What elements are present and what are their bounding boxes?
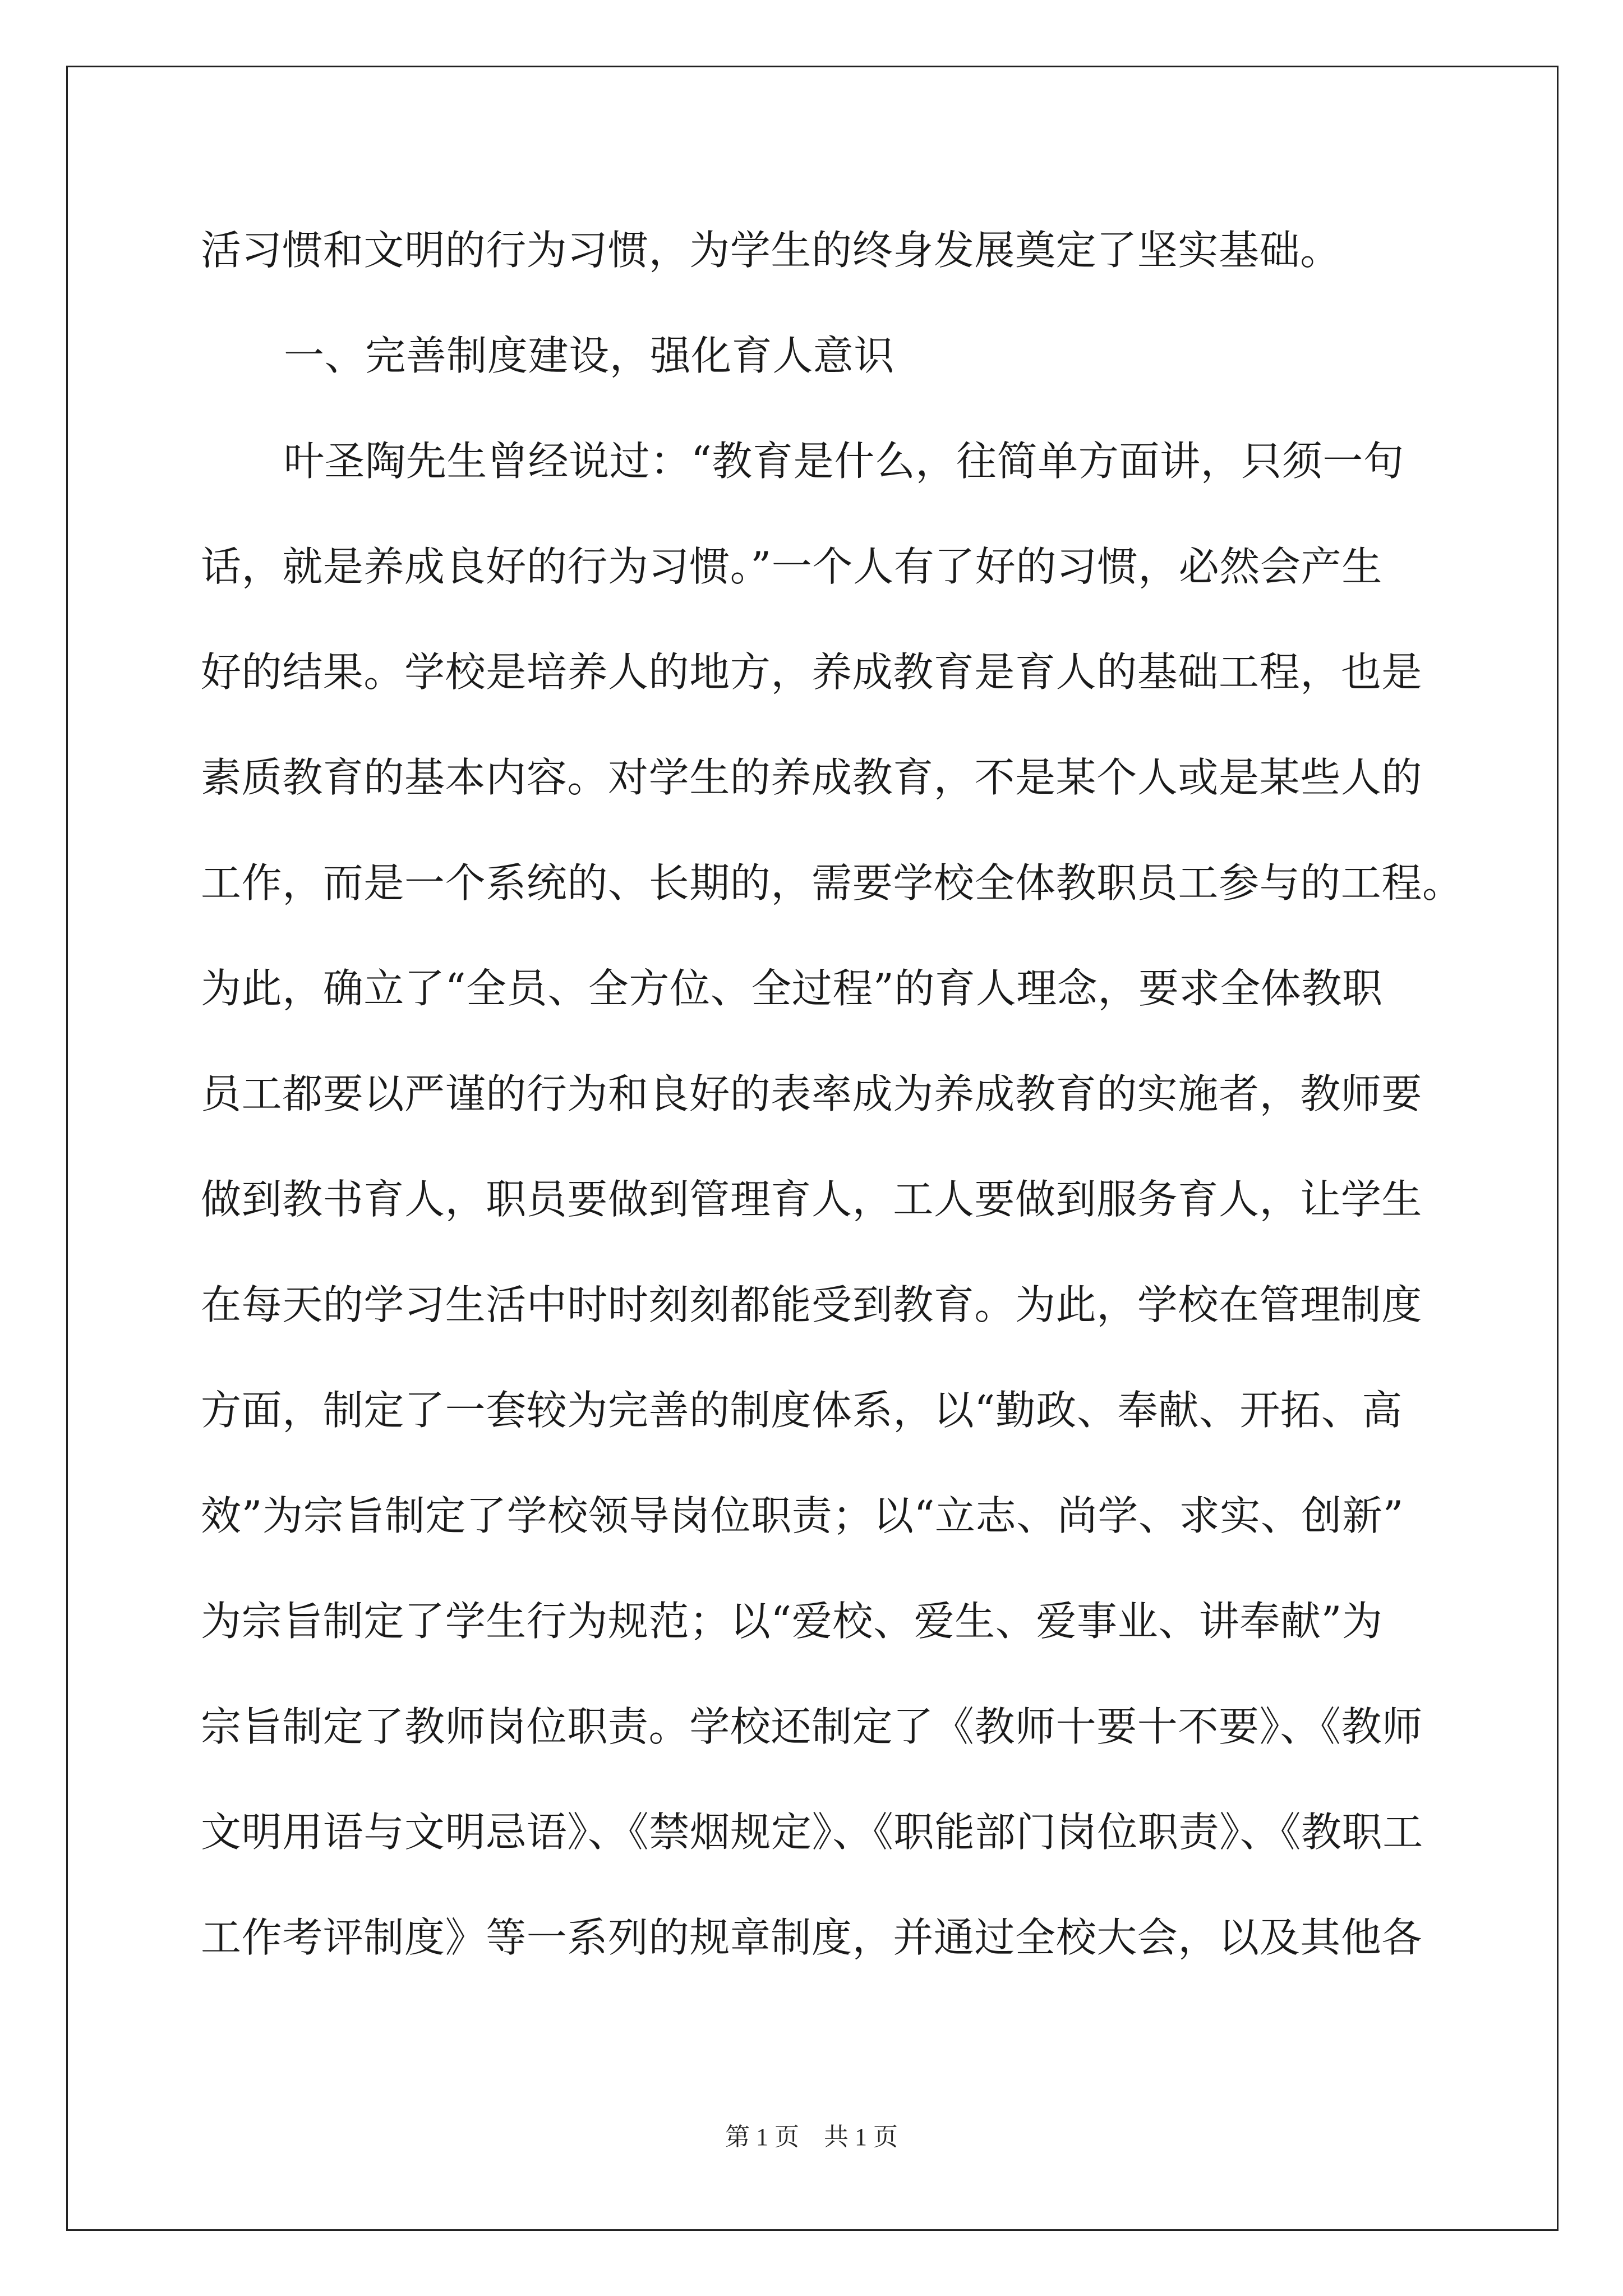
text-line-9: 员工都要以严谨的行为和良好的表率成为养成教育的实施者，教师要: [201, 1070, 1423, 1117]
text-line-10: 做到教书育人，职员要做到管理育人，工人要做到服务育人，让学生: [201, 1176, 1423, 1223]
text-line-16: 文明用语与文明忌语》、《禁烟规定》、《职能部门岗位职责》、《教职工: [201, 1809, 1423, 1856]
text-line-3: 叶圣陶先生曾经说过：“教育是什么，往简单方面讲，只须一句: [284, 438, 1404, 485]
text-line-11: 在每天的学习生活中时时刻刻都能受到教育。为此，学校在管理制度: [201, 1281, 1423, 1328]
text-line-5: 好的结果。学校是培养人的地方，养成教育是育人的基础工程，也是: [201, 648, 1423, 696]
page-number-footer: 第 1 页 共 1 页: [725, 2123, 898, 2151]
text-line-6: 素质教育的基本内容。对学生的养成教育，不是某个人或是某些人的: [201, 754, 1423, 801]
section-heading: 一、完善制度建设，强化育人意识: [284, 332, 895, 379]
text-line-15: 宗旨制定了教师岗位职责。学校还制定了《教师十要十不要》、《教师: [201, 1703, 1423, 1750]
text-line-7: 工作，而是一个系统的、长期的，需要学校全体教职员工参与的工程。: [201, 859, 1463, 907]
text-line-13: 效”为宗旨制定了学校领导岗位职责；以“立志、尚学、求实、创新”: [201, 1492, 1404, 1539]
text-line-8: 为此，确立了“全员、全方位、全过程”的育人理念，要求全体教职: [201, 965, 1383, 1012]
text-line-12: 方面，制定了一套较为完善的制度体系，以“勤政、奉献、开拓、高: [201, 1387, 1403, 1434]
document-body: [201, 197, 1463, 1990]
text-line-14: 为宗旨制定了学生行为规范；以“爱校、爱生、爱事业、讲奉献”为: [201, 1598, 1383, 1645]
text-line-4: 话，就是养成良好的行为习惯。”一个人有了好的习惯，必然会产生: [201, 543, 1382, 590]
text-line-1: 活习惯和文明的行为习惯，为学生的终身发展奠定了坚实基础。: [201, 227, 1341, 274]
text-line-17: 工作考评制度》等一系列的规章制度，并通过全校大会，以及其他各: [201, 1914, 1423, 1961]
